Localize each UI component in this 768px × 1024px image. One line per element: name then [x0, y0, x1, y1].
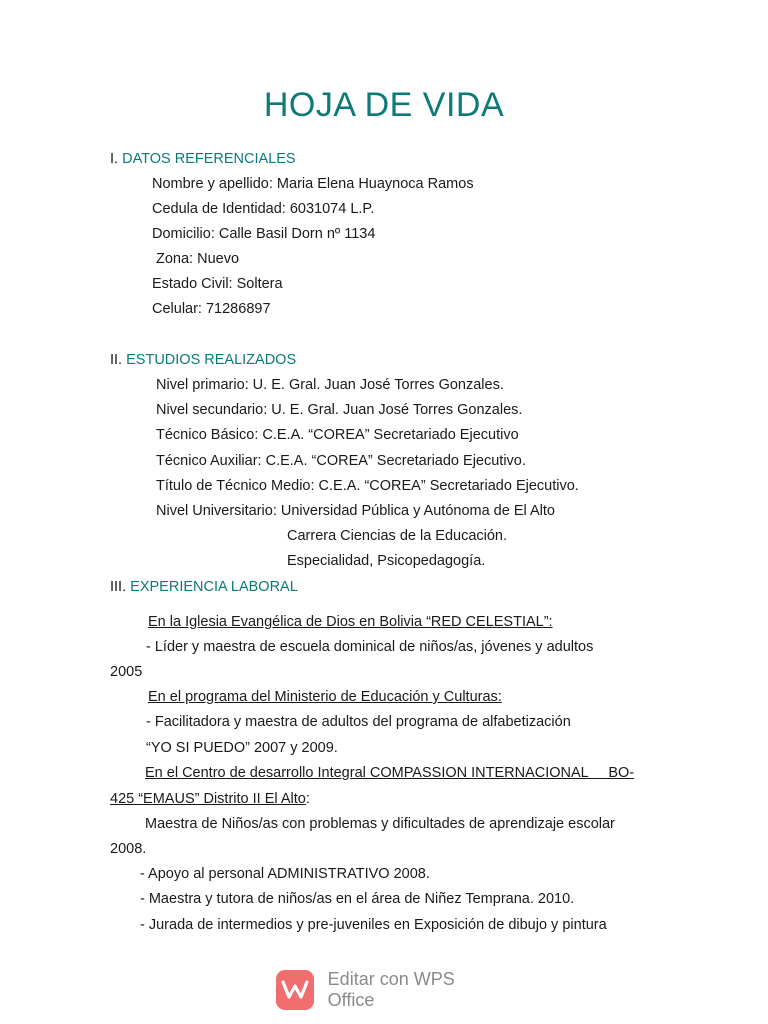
datos-line: Estado Civil: Soltera: [152, 276, 283, 292]
section-number: II.: [110, 352, 127, 368]
document-title: HOJA DE VIDA: [263, 86, 505, 124]
experience-bullet: - Maestra y tutora de niños/as en el área de Niñez Temprana. 2010.: [140, 891, 575, 907]
datos-line: Domicilio: Calle Basil Dorn nº 1134: [152, 226, 376, 242]
edit-with-wps-button[interactable]: [276, 970, 496, 1010]
section-number: I.: [110, 151, 123, 167]
estudios-line: Nivel secundario: U. E. Gral. Juan José Torres Gonzales.: [156, 402, 523, 418]
experience-org: En el Centro de desarrollo Integral COMPASSION INTERNACIONAL BO-: [145, 765, 635, 781]
estudios-line: Carrera Ciencias de la Educación.: [287, 528, 508, 544]
wps-logo-icon: [276, 970, 314, 1010]
estudios-line: Técnico Auxiliar: C.E.A. “COREA” Secretariado Ejecutivo.: [156, 453, 526, 469]
section-heading-datos: [110, 150, 296, 168]
experience-org-name: En la Iglesia Evangélica de Dios en Bolivia “RED CELESTIAL”:: [148, 614, 553, 630]
experience-org: En el programa del Ministerio de Educación y Culturas:: [148, 689, 502, 705]
section-title: DATOS REFERENCIALES: [122, 151, 296, 167]
datos-line: Cedula de Identidad: 6031074 L.P.: [152, 201, 375, 217]
edit-with-wps-label: Editar con WPS Office: [327, 969, 455, 1010]
datos-line: Zona: Nuevo: [156, 251, 240, 267]
estudios-line: Técnico Básico: C.E.A. “COREA” Secretariado Ejecutivo: [156, 427, 519, 443]
estudios-line: Nivel primario: U. E. Gral. Juan José Torres Gonzales.: [156, 377, 504, 393]
experience-detail: “YO SI PUEDO” 2007 y 2009.: [146, 740, 338, 756]
datos-line: Nombre y apellido: Maria Elena Huaynoca Ramos: [152, 176, 474, 192]
section-heading-experiencia: [110, 578, 298, 596]
experience-detail: - Líder y maestra de escuela dominical de niños/as, jóvenes y adultos: [146, 639, 594, 655]
section-number: III.: [110, 579, 131, 595]
experience-detail: - Facilitadora y maestra de adultos del programa de alfabetización: [146, 714, 571, 730]
section-title: EXPERIENCIA LABORAL: [130, 579, 298, 595]
experience-bullet: - Apoyo al personal ADMINISTRATIVO 2008.: [140, 866, 430, 882]
estudios-line: Título de Técnico Medio: C.E.A. “COREA” Secretariado Ejecutivo.: [156, 478, 579, 494]
experience-detail: 2005: [110, 664, 143, 680]
experience-org-name: 425 “EMAUS” Distrito II El Alto: [110, 791, 306, 807]
experience-org-continued: [110, 790, 310, 808]
experience-detail: Maestra de Niños/as con problemas y dificultades de aprendizaje escolar: [145, 816, 615, 832]
datos-line: Celular: 71286897: [152, 301, 271, 317]
estudios-line: Nivel Universitario: Universidad Pública y Autónoma de El Alto: [156, 503, 555, 519]
experience-org-colon: :: [305, 791, 310, 807]
experience-bullet: - Jurada de intermedios y pre-juveniles en Exposición de dibujo y pintura: [140, 917, 607, 933]
section-heading-estudios: [110, 351, 296, 369]
experience-detail: 2008.: [110, 841, 147, 857]
experience-org: [140, 613, 553, 631]
section-title: ESTUDIOS REALIZADOS: [126, 352, 297, 368]
estudios-line: Especialidad, Psicopedagogía.: [287, 553, 486, 569]
